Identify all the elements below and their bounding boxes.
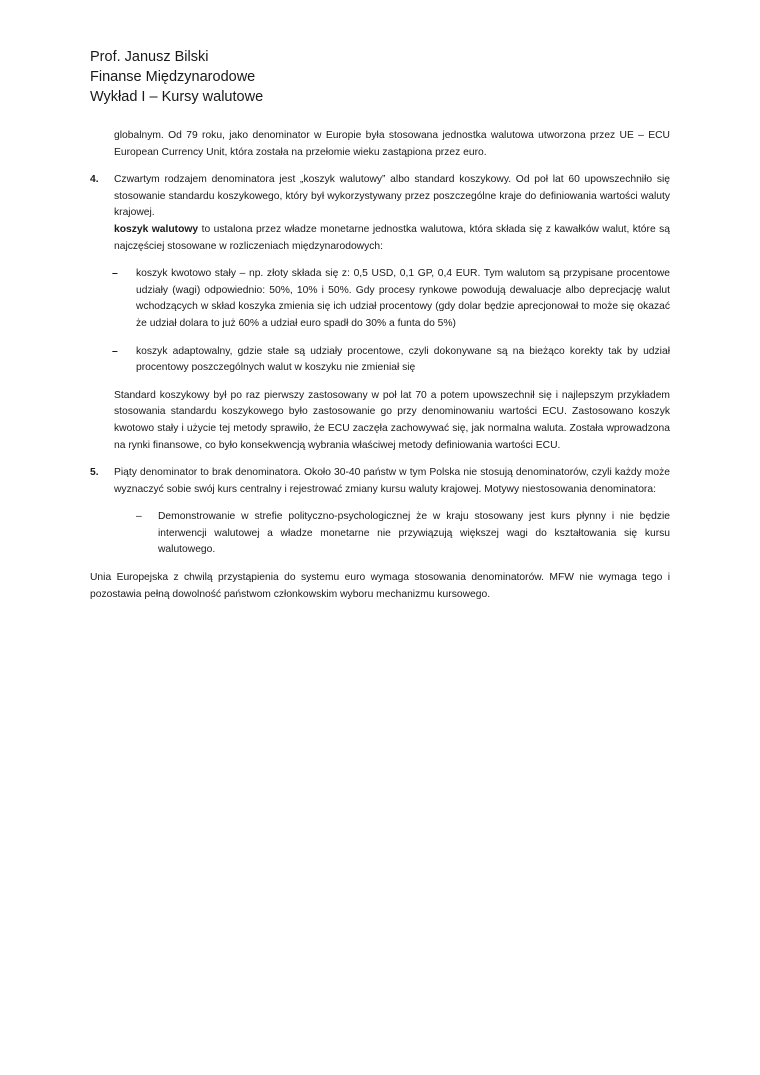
item-4-text: Czwartym rodzajem denominatora jest „koszyk walutowy” albo standard koszykowy. Od poł lat 60 upowszechniło się stosowanie standardu koszykowego, który był wykorzystywany przez poszczególne kraje do definiowania wartości waluty krajowej. <box>114 174 670 219</box>
bullet-adaptive-basket-text: koszyk adaptowalny, gdzie stałe są udziały procentowe, czyli dokonywane są na bieżąco korekty tak by udział procentowy poszczególnych walut w koszyku nie zmieniał się <box>136 345 670 374</box>
item-number: 5. <box>90 467 99 479</box>
author-name: Prof. Janusz Bilski <box>90 49 209 65</box>
document-body <box>90 128 670 603</box>
dash-bullet: – <box>136 511 142 523</box>
bullet-fixed-basket <box>90 266 670 332</box>
bullet-adaptive-basket <box>90 344 670 377</box>
bullet-fixed-basket-text: koszyk kwotowo stały – np. złoty składa się z: 0,5 USD, 0,1 GP, 0,4 EUR. Tym walutom są przypisane procentowe udziały (wagi) odpowiednio: 50%, 10% i 50%. Gdy procesy rynkowe powodują dewaluacje albo deprecjację walut wchodzących w skład koszyka zmienia się ich udział procentowy (gdy dolar będzie aprecjonował to może się okazać że udział dolara to już 60% a udział euro spadł do 30% a funta do 5%) <box>136 268 670 329</box>
lecture-title: Wykład I – Kursy walutowe <box>90 89 264 105</box>
dash-bullet: – <box>112 268 118 280</box>
basket-term: koszyk walutowy <box>114 223 199 235</box>
dash-bullet: – <box>112 345 118 357</box>
item-number: 4. <box>90 174 99 186</box>
list-item-5 <box>90 465 670 498</box>
basket-definition-text: to ustalona przez władze monetarne jednostka walutowa, która składa się z kawałków walut, które są najczęściej stosowane w rozliczeniach międzynarodowych: <box>114 223 670 252</box>
basket-definition <box>114 222 670 255</box>
intro-paragraph: globalnym. Od 79 roku, jako denominator w Europie była stosowana jednostka walutowa utworzona przez UE – ECU European Currency Unit, która została na przełomie wieku zastąpiona przez euro. <box>114 130 670 158</box>
document-header <box>90 47 263 107</box>
item-5-text: Piąty denominator to brak denominatora. Około 30-40 państw w tym Polska nie stosują denominatorów, czyli każdy może wyznaczyć sobie swój kurs centralny i rejestrować zmiany kursu waluty krajowej. Motywy niestosowania denominatora: <box>114 467 670 495</box>
bullet-floating-rate <box>90 509 670 559</box>
closing-paragraph: Unia Europejska z chwilą przystąpienia do systemu euro wymaga stosowania denominatorów. MFW nie wymaga tego i pozostawia pełną dowolność państwom członkowskim wyboru mechanizmu kursowego. <box>90 572 670 600</box>
list-item-4 <box>90 172 670 255</box>
bullet-floating-rate-text: Demonstrowanie w strefie polityczno-psychologicznej że w kraju stosowany jest kurs płynny i nie będzie interwencji walutowej a władze monetarne nie przywiązują większej wagi do kształtowania się kursu walutowego. <box>158 511 670 556</box>
basket-summary-paragraph: Standard koszykowy był po raz pierwszy zastosowany w poł lat 70 a potem upowszechnił się i najlepszym przykładem stosowania standardu koszykowego było zastosowanie go przy denominowaniu wartości ECU. Zastosowano koszyk kwotowo stały i użycie tej metody sprawiło, że ECU zaczęła zachowywać się, jak normalna waluta. Została wprowadzona na rynki finansowe, co było konsekwencją wybrania właściwej metody definiowania wartości ECU. <box>114 389 670 451</box>
course-title: Finanse Międzynarodowe <box>90 69 256 85</box>
